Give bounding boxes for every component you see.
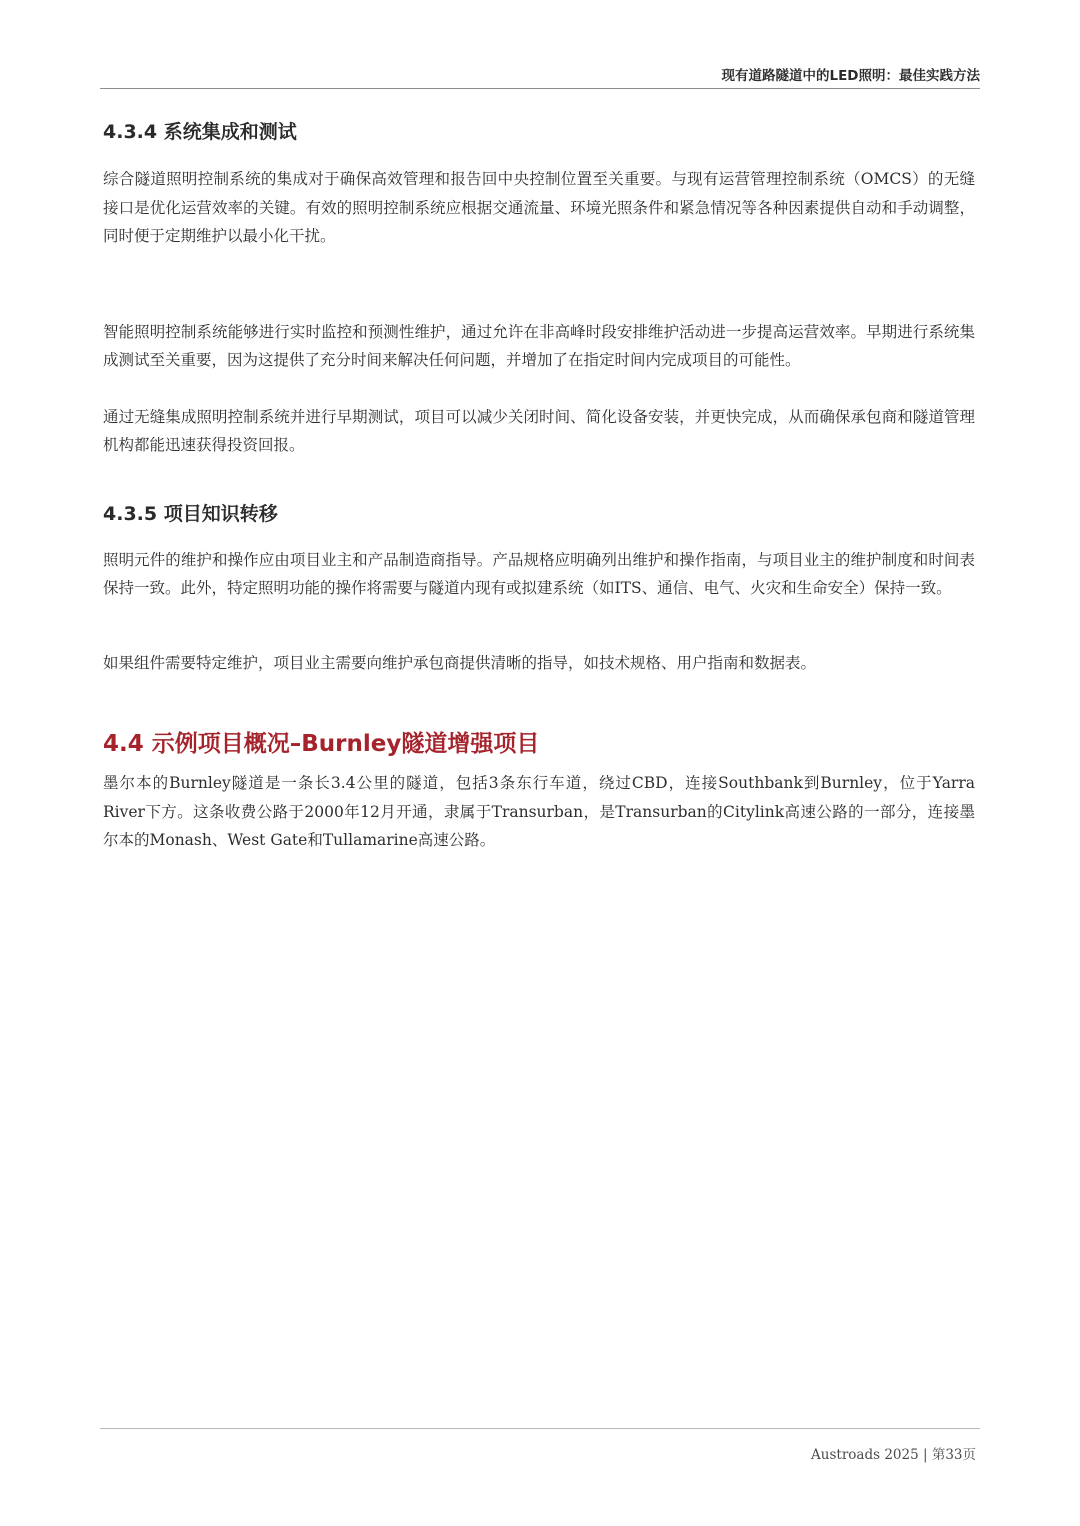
header-divider: [100, 88, 980, 89]
paragraph-maintenance-guidance: 照明元件的维护和操作应由项目业主和产品制造商指导。产品规格应明确列出维护和操作指南，与项目业主的维护制度和时间表保持一致。此外，特定照明功能的操作将需要与隧道内现有或拟建系统（如ITS、通信、电气、火灾和生命安全）保持一致。: [103, 550, 975, 597]
paragraph-early-testing: 通过无缝集成照明控制系统并进行早期测试，项目可以减少关闭时间、简化设备安装，并更快完成，从而确保承包商和隧道管理机构都能迅速获得投资回报。: [103, 407, 975, 454]
section-heading-4-3-5: 4.3.5 项目知识转移: [103, 502, 278, 525]
page-footer: Austroads 2025 | 第33页: [811, 1447, 976, 1463]
section-heading-4-4: 4.4 示例项目概况–Burnley隧道增强项目: [103, 731, 540, 757]
running-header: 现有道路隧道中的LED照明：最佳实践方法: [721, 68, 980, 84]
paragraph-smart-control: 智能照明控制系统能够进行实时监控和预测性维护，通过允许在非高峰时段安排维护活动进一步提高运营效率。早期进行系统集成测试至关重要，因为这提供了充分时间来解决任何问题，并增加了在指定时间内完成项目的可能性。: [103, 322, 975, 369]
paragraph-burnley-tunnel: 墨尔本的Burnley隧道是一条长3.4公里的隧道，包括3条东行车道，绕过CBD，连接Southbank到Burnley，位于Yarra River下方。这条收费公路于2000年12月开通，隶属于Transurban，是Transurban的Citylink高速公路的一部分，连接墨尔本的Monash、West Gate和Tullamarine高速公路。: [103, 774, 975, 849]
page-content: [103, 116, 975, 855]
paragraph-integration-intro: 综合隧道照明控制系统的集成对于确保高效管理和报告回中央控制位置至关重要。与现有运营管理控制系统（OMCS）的无缝接口是优化运营效率的关键。有效的照明控制系统应根据交通流量、环境光照条件和紧急情况等各种因素提供自动和手动调整，同时便于定期维护以最小化干扰。: [103, 170, 975, 245]
section-heading-4-3-4: 4.3.4 系统集成和测试: [103, 121, 297, 143]
footer-divider: [100, 1428, 980, 1429]
paragraph-component-maintenance: 如果组件需要特定维护，项目业主需要向维护承包商提供清晰的指导，如技术规格、用户指南和数据表。: [103, 653, 817, 672]
